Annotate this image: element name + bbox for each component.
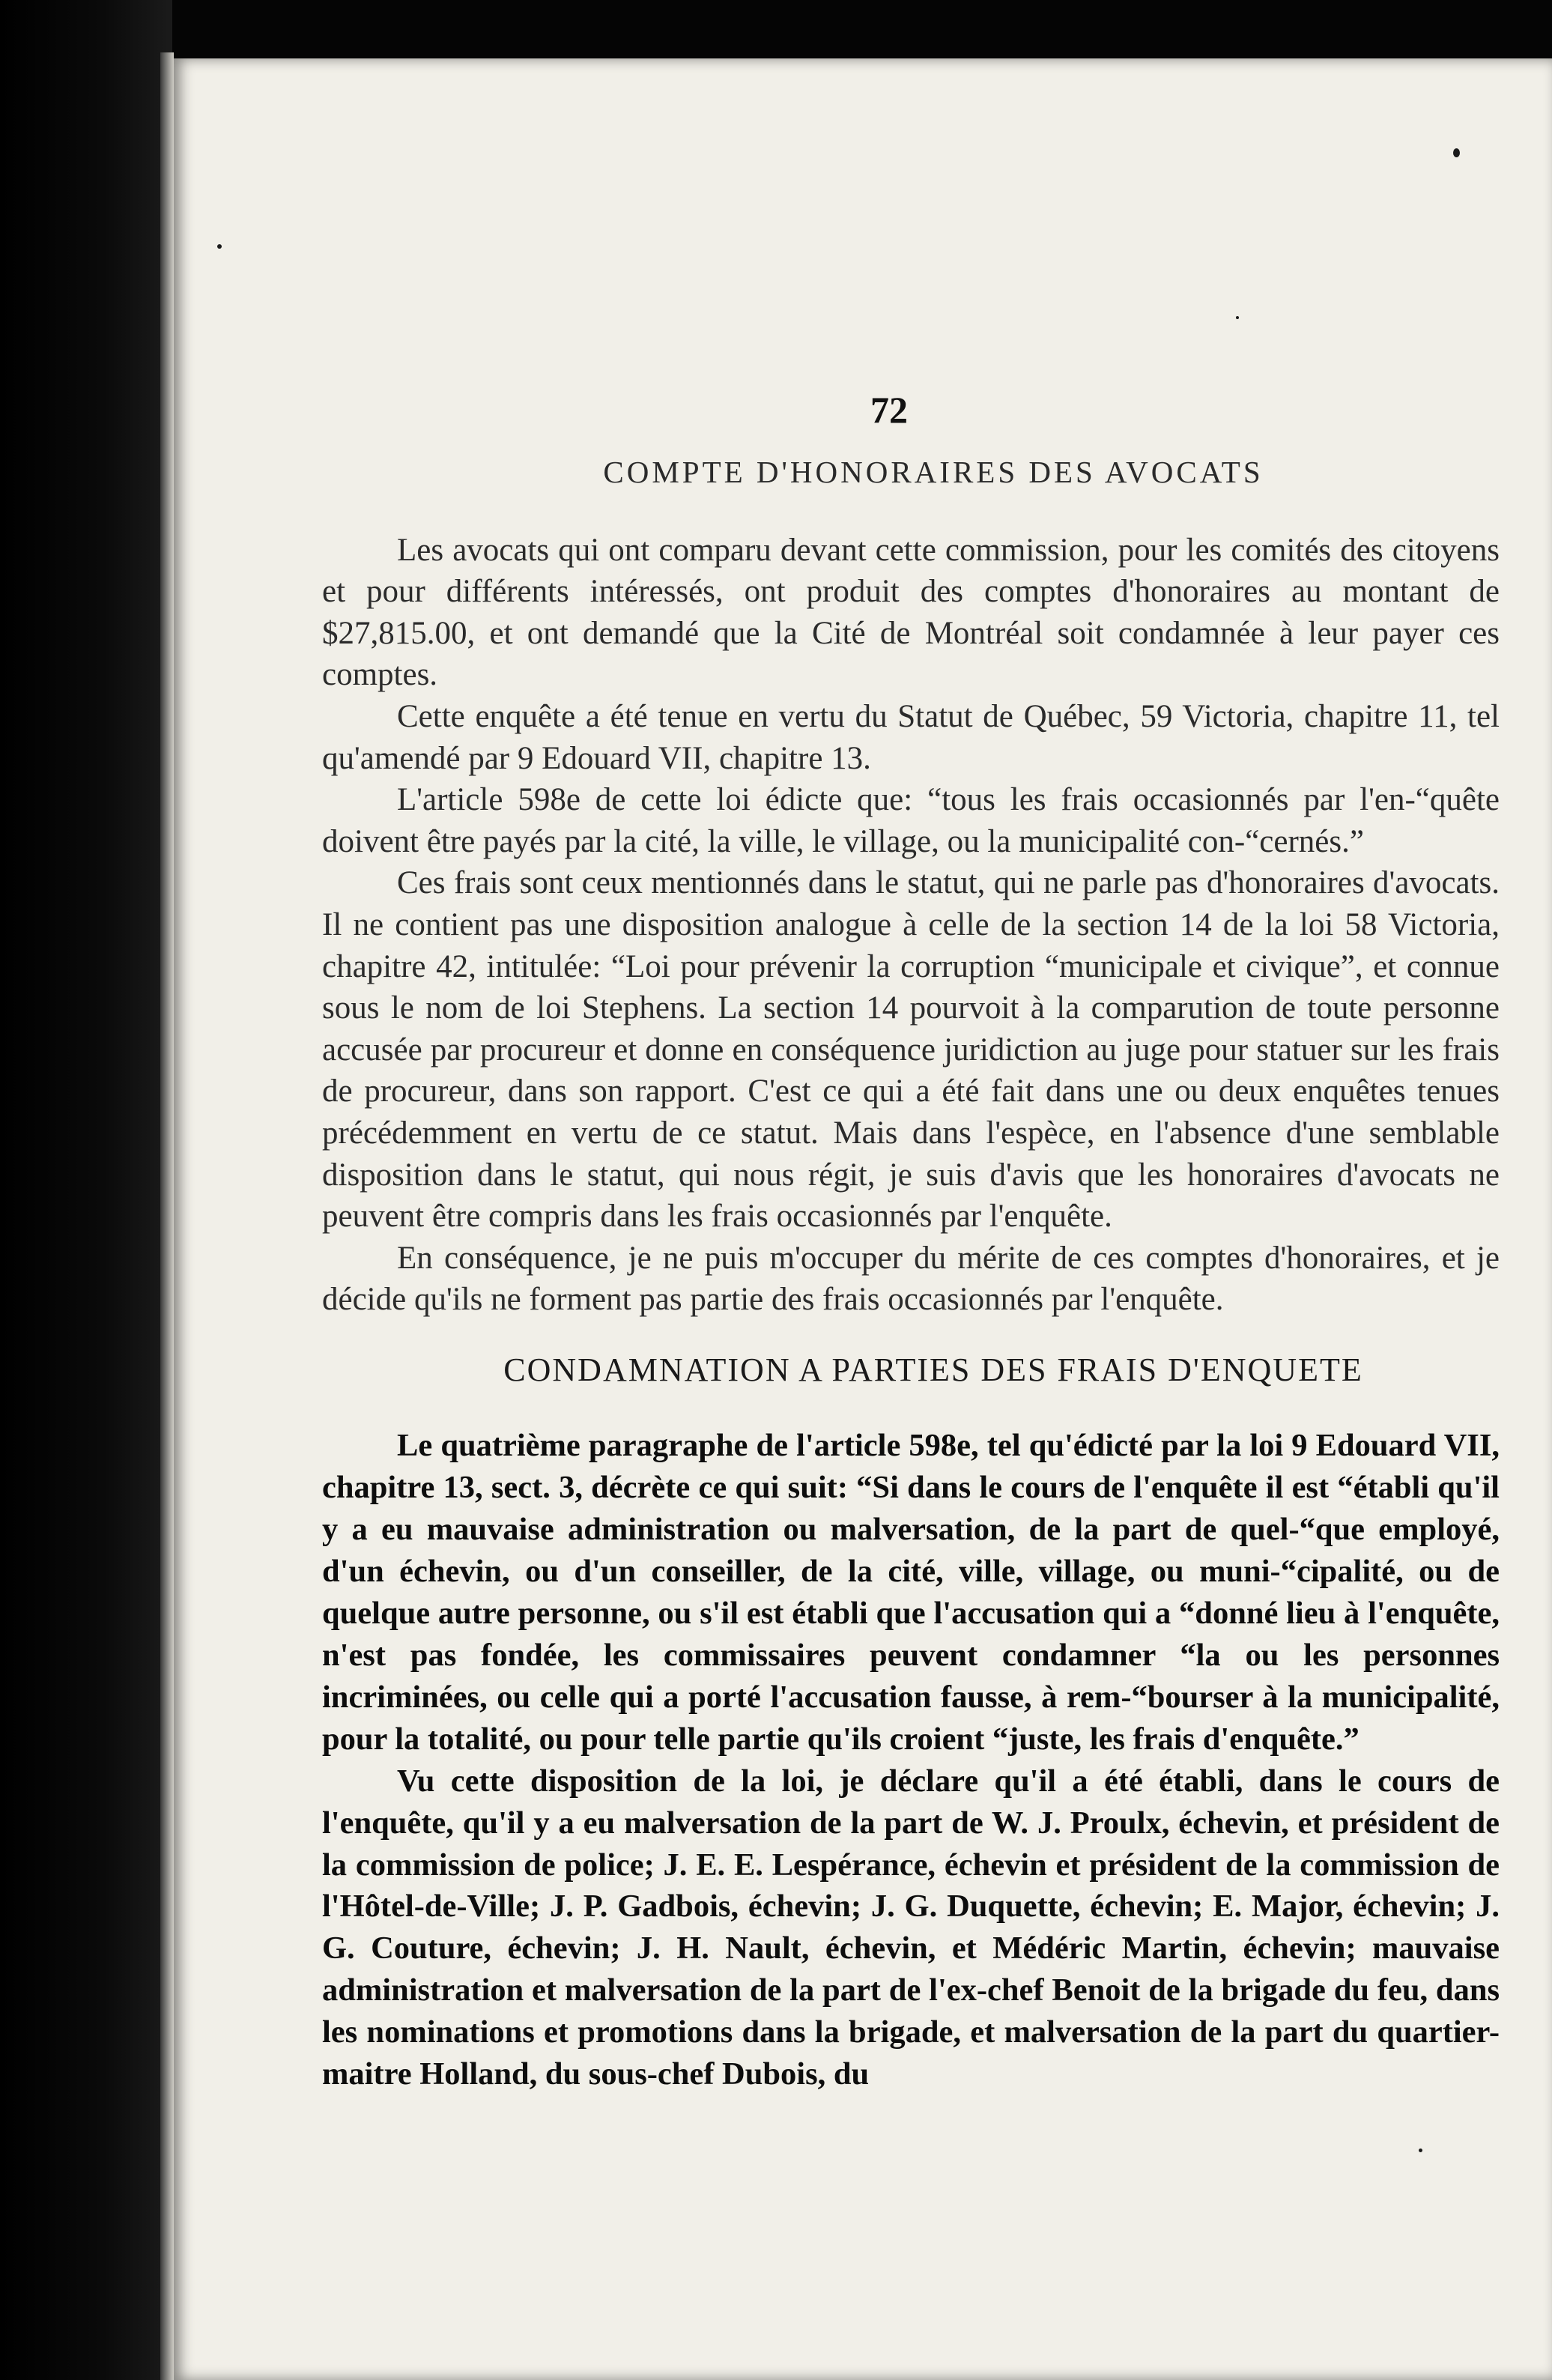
scan-speck	[1419, 2149, 1422, 2152]
paragraph: Les avocats qui ont comparu devant cette commission, pour les comités des citoyens et pour différents intéressés, ont produit des comptes d'honoraires au montant de $27,815.00, et ont demandé que la Cité de Montréal soit condamnée à leur payer ces comptes.	[322, 532, 1500, 693]
paragraph: L'article 598e de cette loi édicte que: “tous les frais occasionnés par l'en-“quête doivent être payés par la cité, la ville, le village, ou la municipalité con-“cernés.”	[322, 782, 1500, 859]
paragraph: Cette enquête a été tenue en vertu du Statut de Québec, 59 Victoria, chapitre 11, tel qu'amendé par 9 Edouard VII, chapitre 13.	[322, 698, 1500, 776]
paragraph: Ces frais sont ceux mentionnés dans le statut, qui ne parle pas d'honoraires d'avocats. Il ne contient pas une disposition analogue à celle de la section 14 de la loi 58 Victoria, chapitre 42, intitulée: “Loi pour prévenir la corruption “municipale et civique”, et connue sous le nom de loi Stephens. La section 14 pourvoit à la comparution de toute personne accusée par procureur et donne en conséquence juridiction au juge pour statuer sur les frais de procureur, dans son rapport. C'est ce qui a été fait dans une ou deux enquêtes tenues précédemment en vertu de ce statut. Mais dans l'espèce, en l'absence d'une semblable disposition dans le statut, qui nous régit, je suis d'avis que les honoraires d'avocats ne peuvent être compris dans les frais occasionnés par l'enquête.	[322, 865, 1500, 1235]
document-page	[174, 58, 1552, 2380]
paragraph: Le quatrième paragraphe de l'article 598e, tel qu'édicté par la loi 9 Edouard VII, chapitre 13, sect. 3, décrète ce qui suit: “Si dans le cours de l'enquête il est “établi qu'il y a eu mauvaise administration ou malversation, de la part de quel-“que employé, d'un échevin, ou d'un conseiller, de la cité, ville, village, ou muni-“cipalité, ou de quelque autre personne, ou s'il est établi que l'accusation qui a “donné lieu à l'enquête, n'est pas fondée, les commissaires peuvent condamner “la ou les personnes incriminées, ou celle qui a porté l'accusation fausse, à rem-“bourser à la municipalité, pour la totalité, ou pour telle partie qu'ils croient “juste, les frais d'enquête.”	[322, 1428, 1500, 1757]
paragraph: Vu cette disposition de la loi, je déclare qu'il a été établi, dans le cours de l'enquête, qu'il y a eu malversation de la part de W. J. Proulx, échevin, et président de la commission de police; J. E. E. Lespérance, échevin et président de la commission de l'Hôtel-de-Ville; J. P. Gadbois, échevin; J. G. Duquette, échevin; E. Major, échevin; J. G. Couture, échevin; J. H. Nault, échevin, et Médéric Martin, échevin; mauvaise administration et malversation de la part de l'ex-chef Benoit de la brigade du feu, dans les nominations et promotions dans la brigade, et malversation de la part du quartier-maitre Holland, du sous-chef Dubois, du	[322, 1763, 1500, 2092]
scan-left-shadow	[0, 0, 172, 2380]
scan-speck	[1236, 316, 1239, 319]
paragraph: En conséquence, je ne puis m'occuper du mérite de ces comptes d'honoraires, et je décide qu'ils ne forment pas partie des frais occasionnés par l'enquête.	[322, 1240, 1500, 1318]
page-content	[322, 452, 1500, 2095]
section-heading-condamnation: CONDAMNATION A PARTIES DES FRAIS D'ENQUETE	[503, 1351, 1363, 1388]
page-edge	[160, 52, 174, 2380]
scan-speck	[1453, 148, 1460, 157]
scan-speck	[217, 244, 222, 249]
page-number: 72	[870, 389, 908, 431]
section-heading-honoraires: COMPTE D'HONORAIRES DES AVOCATS	[603, 455, 1264, 489]
